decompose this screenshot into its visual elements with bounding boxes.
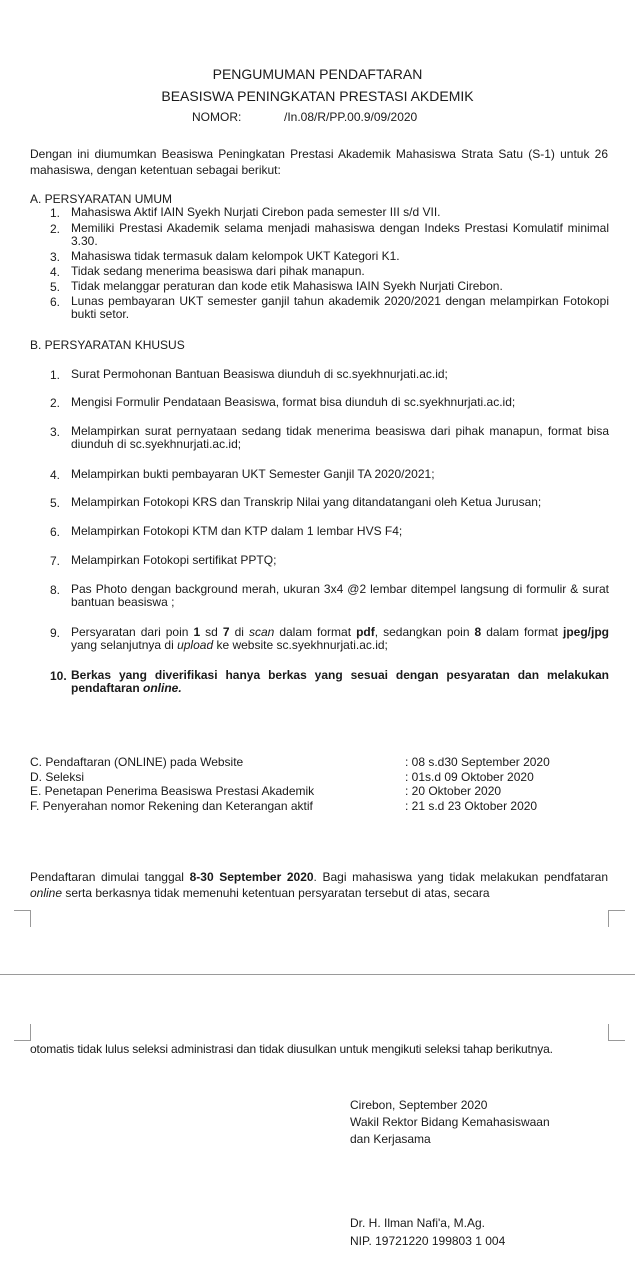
section-a-heading: A. PERSYARATAN UMUM	[30, 192, 173, 206]
list-item-number: 5.	[50, 496, 61, 510]
list-item-number: 4.	[50, 468, 61, 482]
signature-role-continued: dan Kerjasama	[350, 1132, 431, 1146]
list-item-mixed: Persyaratan dari poin 1 sd 7 di scan dalam format pdf, sedangkan poin 8 dalam format jpeg/jpg yang selanjutnya di upload ke website sc.syekhnurjati.ac.id;	[71, 625, 609, 652]
nomor-value: /In.08/R/PP.00.9/09/2020	[284, 110, 418, 124]
list-item-number: 10.	[50, 669, 67, 683]
schedule-value: : 08 s.d30 September 2020	[405, 755, 550, 769]
list-item-number: 2.	[50, 222, 61, 236]
list-item: Melampirkan Fotokopi sertifikat PPTQ;	[71, 553, 277, 567]
signature-place-date: Cirebon, September 2020	[350, 1098, 488, 1112]
announcement-subtitle: BEASISWA PENINGKATAN PRESTASI AKDEMIK	[161, 88, 474, 104]
list-item: Surat Permohonan Bantuan Beasiswa diunduh di sc.syekhnurjati.ac.id;	[71, 367, 448, 381]
list-item: Lunas pembayaran UKT semester ganjil tahun akademik 2020/2021 dengan melampirkan Fotokopi bukti setor.	[71, 294, 609, 321]
schedule-value: : 01s.d 09 Oktober 2020	[405, 770, 534, 784]
signatory-name: Dr. H. Ilman Nafi'a, M.Ag.	[350, 1216, 485, 1230]
list-item: Mahasiswa Aktif IAIN Syekh Nurjati Cirebon pada semester III s/d VII.	[71, 205, 441, 219]
list-item: Melampirkan surat pernyataan sedang tidak menerima beasiswa dari pihak manapun, format bisa diunduh di sc.syekhnurjati.ac.id;	[71, 424, 609, 451]
list-item: Melampirkan Fotokopi KTM dan KTP dalam 1 lembar HVS F4;	[71, 524, 403, 538]
list-item: Tidak sedang menerima beasiswa dari pihak manapun.	[71, 264, 365, 278]
closing-continued: otomatis tidak lulus seleksi administrasi dan tidak diusulkan untuk mengikuti seleksi tahap berikutnya.	[30, 1042, 553, 1056]
list-item: Memiliki Prestasi Akademik selama menjadi mahasiswa dengan Indeks Prestasi Komulatif minimal 3.30.	[71, 221, 609, 248]
schedule-label: E. Penetapan Penerima Beasiswa Prestasi Akademik	[30, 784, 315, 798]
list-item-number: 6.	[50, 525, 61, 539]
schedule-value: : 20 Oktober 2020	[405, 784, 502, 798]
section-b-heading: B. PERSYARATAN KHUSUS	[30, 338, 185, 352]
list-item-bold: Berkas yang diverifikasi hanya berkas yang sesuai dengan pesyaratan dan melakukan pendaftaran online.	[71, 668, 609, 695]
nomor-label: NOMOR:	[192, 110, 242, 124]
list-item: Melampirkan bukti pembayaran UKT Semester Ganjil TA 2020/2021;	[71, 467, 435, 481]
list-item-number: 5.	[50, 280, 61, 294]
list-item: Mengisi Formulir Pendataan Beasiswa, format bisa diunduh di sc.syekhnurjati.ac.id;	[71, 395, 516, 409]
page-corner-mark	[608, 1024, 625, 1041]
list-item-number: 2.	[50, 396, 61, 410]
page-corner-mark	[14, 1024, 31, 1041]
list-item-number: 6.	[50, 295, 61, 309]
schedule-value: : 21 s.d 23 Oktober 2020	[405, 799, 538, 813]
signature-role: Wakil Rektor Bidang Kemahasiswaan	[350, 1115, 550, 1129]
list-item-number: 1.	[50, 368, 61, 382]
list-item-number: 3.	[50, 250, 61, 264]
list-item-number: 1.	[50, 206, 61, 220]
page-corner-mark	[608, 910, 625, 927]
list-item-number: 4.	[50, 265, 61, 279]
signatory-nip: NIP. 19721220 199803 1 004	[350, 1234, 506, 1248]
list-item-number: 9.	[50, 626, 61, 640]
list-item: Tidak melanggar peraturan dan kode etik Mahasiswa IAIN Syekh Nurjati Cirebon.	[71, 279, 503, 293]
closing-paragraph: Pendaftaran dimulai tanggal 8-30 September 2020. Bagi mahasiswa yang tidak melakukan pendfataran online serta berkasnya tidak memenuhi ketentuan persyaratan tersebut di atas, secara	[30, 870, 609, 900]
list-item-number: 7.	[50, 554, 61, 568]
page-divider	[0, 974, 635, 975]
schedule-label: F. Penyerahan nomor Rekening dan Keterangan aktif	[30, 799, 313, 813]
list-item: Pas Photo dengan background merah, ukuran 3x4 @2 lembar ditempel langsung di formulir & surat bantuan beasiswa ;	[71, 582, 609, 609]
list-item-number: 8.	[50, 583, 61, 597]
announcement-title: PENGUMUMAN PENDAFTARAN	[212, 66, 423, 82]
page-corner-mark	[14, 910, 31, 927]
list-item: Mahasiswa tidak termasuk dalam kelompok UKT Kategori K1.	[71, 249, 400, 263]
list-item-number: 3.	[50, 425, 61, 439]
schedule-label: D. Seleksi	[30, 770, 85, 784]
list-item: Melampirkan Fotokopi KRS dan Transkrip Nilai yang ditandatangani oleh Ketua Jurusan;	[71, 495, 542, 509]
schedule-label: C. Pendaftaran (ONLINE) pada Website	[30, 755, 244, 769]
intro-paragraph: Dengan ini diumumkan Beasiswa Peningkatan Prestasi Akademik Mahasiswa Strata Satu (S-1) untuk 26 mahasiswa, dengan ketentuan sebagai berikut:	[30, 147, 608, 177]
